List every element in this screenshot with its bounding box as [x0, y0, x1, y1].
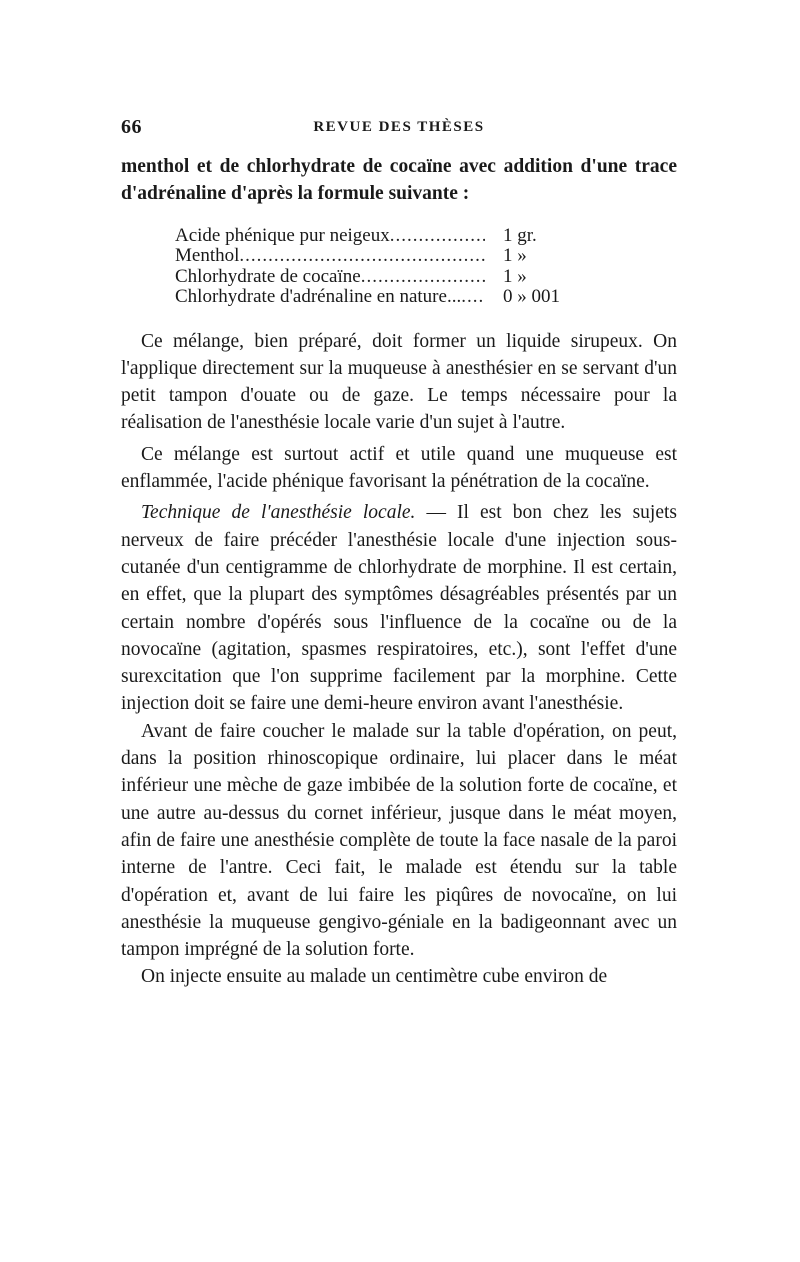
- formula-ingredient: Chlorhydrate d'adrénaline en nature...: [175, 286, 462, 308]
- leader-dots: [390, 226, 485, 247]
- leader-dots: [361, 267, 485, 288]
- formula-ingredient: Acide phénique pur neigeux: [175, 224, 390, 246]
- paragraph-mixture-preparation: Ce mélange, bien préparé, doit former un liquide sirupeux. On l'applique directement sur la muqueuse à anesthésier en se servant d'un petit tampon d'ouate ou de gaze. Le temps nécessaire pour la réalisation de l'anesthésie locale varie d'un sujet à l'autre.: [121, 330, 677, 434]
- formula-row: [175, 246, 611, 267]
- paragraph-technique-text: — Il est bon chez les sujets nerveux de faire précéder l'anesthésie locale d'une injection sous-cutanée d'un centigramme de chlorhydrate de morphine. Il est certain, en effet, que la plupart des symptômes désagréables présentés par un certain nombre d'opérés sous l'influence de la cocaïne ou de la novocaïne (agitation, spasmes respiratoires, etc.), sont l'effet d'une surexcitation que l'on supprime facilement par la morphine. Cette injection doit se faire une demi-heure environ avant l'anesthésie.: [121, 502, 677, 715]
- formula-row: [175, 287, 611, 308]
- paragraph-mixture-usage: Ce mélange est surtout actif et utile quand une muqueuse est enflammée, l'acide phénique favorisant la pénétration de la cocaïne.: [121, 443, 677, 493]
- formula-quantity: 1 »: [503, 245, 527, 267]
- formula-ingredient: Chlorhydrate de cocaïne: [175, 265, 361, 287]
- formula-quantity: 1 »: [503, 265, 527, 287]
- page-header: [121, 116, 677, 142]
- formula-quantity: 1 gr.: [503, 224, 537, 246]
- page-number: 66: [121, 116, 142, 138]
- body-text: [121, 153, 677, 991]
- leader-dots: [239, 246, 485, 267]
- leader-dots: [461, 287, 485, 308]
- formula-quantity: 0 » 001: [503, 286, 560, 308]
- running-title: REVUE DES THÈSES: [313, 119, 485, 135]
- intro-paragraph: menthol et de chlorhydrate de cocaïne avec addition d'une trace d'adrénaline d'après la formule suivante :: [121, 156, 677, 205]
- paragraph-technique: [121, 499, 677, 717]
- formula-ingredient: Menthol: [175, 245, 240, 267]
- formula-table: [175, 226, 611, 308]
- formula-row: [175, 226, 611, 247]
- paragraph-procedure: Avant de faire coucher le malade sur la table d'opération, on peut, dans la position rhinoscopique ordinaire, lui placer dans le méat inférieur une mèche de gaze imbibée de la solution forte de cocaïne, et une autre au-dessus du cornet inférieur, jusque dans le méat moyen, afin de faire une anesthésie complète de toute la face nasale de la paroi interne de l'antre. Ceci fait, le malade est étendu sur la table d'opération et, avant de lui faire les piqûres de novocaïne, on lui anesthésie la muqueuse gengivo-géniale en la badigeonnant avec un tampon imprégné de la solution forte.: [121, 720, 677, 961]
- formula-row: [175, 267, 611, 288]
- paragraph-injection: On injecte ensuite au malade un centimètre cube environ de: [141, 966, 608, 988]
- section-heading: Technique de l'anesthésie locale.: [141, 502, 416, 524]
